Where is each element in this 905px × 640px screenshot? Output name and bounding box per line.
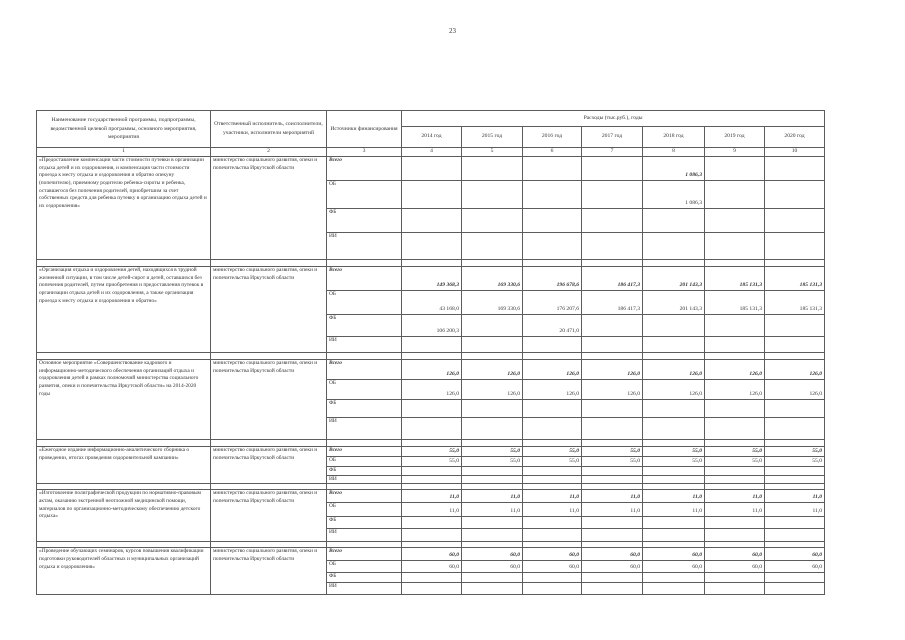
- amount-cell: [523, 208, 582, 232]
- header-row: [37, 111, 825, 127]
- amount-cell: [462, 475, 523, 484]
- amount-cell: [523, 232, 582, 259]
- amount-cell: [582, 208, 643, 232]
- spacer-cell: [462, 439, 523, 446]
- amount-cell: [462, 529, 523, 542]
- amount-cell: [462, 232, 523, 259]
- amount-cell: [462, 517, 523, 529]
- header-expenses: Расходы (тыс.руб.), годы: [402, 111, 825, 127]
- spacer-cell: [523, 439, 582, 446]
- amount-cell: [643, 232, 705, 259]
- amount-cell: 149 368,3: [402, 266, 462, 290]
- amount-cell: [523, 517, 582, 529]
- amount-cell: 11,0: [765, 490, 825, 503]
- amount-cell: [402, 466, 462, 475]
- block-spacer: [37, 352, 825, 359]
- amount-cell: [765, 208, 825, 232]
- funding-source: ФБ: [327, 208, 402, 232]
- amount-cell: [582, 156, 643, 180]
- amount-cell: [643, 583, 705, 595]
- program-title: «Изготовление полиграфической продукции по нормативно-правовым актам, оказанию экстренной неотложной медицинской помощи, материалов по организационно-методическому обеспечению детского отдыха»: [37, 490, 211, 542]
- amount-cell: [582, 399, 643, 417]
- amount-cell: [402, 399, 462, 417]
- amount-cell: [582, 417, 643, 439]
- header-colnum-2: 3: [327, 148, 402, 157]
- header-colnum-8: 9: [705, 148, 765, 157]
- amount-cell: [462, 466, 523, 475]
- amount-cell: [705, 336, 765, 352]
- header-colnum-0: 1: [37, 148, 211, 157]
- amount-cell: [643, 399, 705, 417]
- header-numbers-row: [37, 148, 825, 157]
- amount-cell: [523, 583, 582, 595]
- amount-cell: [582, 529, 643, 542]
- amount-cell: [462, 573, 523, 583]
- amount-cell: [643, 417, 705, 439]
- amount-cell: [765, 475, 825, 484]
- amount-cell: 11,0: [705, 503, 765, 517]
- spacer-cell: [462, 259, 523, 266]
- amount-cell: 11,0: [765, 503, 825, 517]
- header-year-2: 2016 год: [523, 127, 582, 148]
- amount-cell: 60,0: [402, 548, 462, 561]
- header-year-3: 2017 год: [582, 127, 643, 148]
- spacer-cell: [705, 439, 765, 446]
- amount-cell: 126,0: [523, 379, 582, 399]
- funding-source: ИИ: [327, 232, 402, 259]
- amount-cell: 11,0: [462, 490, 523, 503]
- amount-cell: 1 086,3: [643, 180, 705, 208]
- amount-cell: 43 168,0: [402, 290, 462, 314]
- amount-cell: [705, 466, 765, 475]
- amount-cell: [643, 314, 705, 336]
- table-row: [37, 359, 825, 379]
- amount-cell: [765, 156, 825, 180]
- funding-source: ОБ: [327, 180, 402, 208]
- amount-cell: 11,0: [402, 490, 462, 503]
- amount-cell: 126,0: [765, 379, 825, 399]
- program-title: «Проведение обучающих семинаров, курсов повышения квалификации подготовки руководителей областных и муниципальных организаций отдыха и оздоровления»: [37, 548, 211, 595]
- funding-source: ИИ: [327, 475, 402, 484]
- executor-name: министерство социального развития, опеки и попечительства Иркутской области: [211, 359, 327, 439]
- amount-cell: [402, 232, 462, 259]
- amount-cell: [402, 336, 462, 352]
- header-year-0: 2014 год: [402, 127, 462, 148]
- header-year-6: 2020 год: [765, 127, 825, 148]
- amount-cell: 11,0: [705, 490, 765, 503]
- amount-cell: 55,0: [582, 446, 643, 456]
- header-colnum-3: 4: [402, 148, 462, 157]
- amount-cell: [765, 399, 825, 417]
- executor-name: министерство социального развития, опеки и попечительства Иркутской области: [211, 266, 327, 352]
- executor-name: министерство социального развития, опеки и попечительства Иркутской области: [211, 156, 327, 259]
- amount-cell: [582, 573, 643, 583]
- amount-cell: [643, 529, 705, 542]
- executor-name: министерство социального развития, опеки и попечительства Иркутской области: [211, 548, 327, 595]
- spacer-cell: [402, 259, 462, 266]
- amount-cell: 55,0: [765, 456, 825, 466]
- amount-cell: [402, 156, 462, 180]
- spacer-cell: [327, 352, 402, 359]
- amount-cell: 60,0: [705, 561, 765, 573]
- funding-source: ФБ: [327, 466, 402, 475]
- amount-cell: [523, 529, 582, 542]
- amount-cell: [462, 180, 523, 208]
- amount-cell: 126,0: [643, 359, 705, 379]
- amount-cell: [705, 417, 765, 439]
- table-row: [37, 548, 825, 561]
- amount-cell: 11,0: [643, 490, 705, 503]
- amount-cell: [523, 156, 582, 180]
- header-colnum-4: 5: [462, 148, 523, 157]
- spacer-cell: [582, 259, 643, 266]
- amount-cell: [643, 466, 705, 475]
- spacer-cell: [582, 352, 643, 359]
- funding-source: ФБ: [327, 314, 402, 336]
- funding-source: ИИ: [327, 336, 402, 352]
- amount-cell: 186 417,3: [582, 290, 643, 314]
- header-year-1: 2015 год: [462, 127, 523, 148]
- table-row: [37, 156, 825, 180]
- amount-cell: 126,0: [402, 379, 462, 399]
- amount-cell: 55,0: [705, 456, 765, 466]
- amount-cell: [643, 573, 705, 583]
- executor-name: министерство социального развития, опеки и попечительства Иркутской области: [211, 490, 327, 542]
- amount-cell: 60,0: [705, 548, 765, 561]
- amount-cell: [402, 517, 462, 529]
- amount-cell: [705, 156, 765, 180]
- amount-cell: 126,0: [705, 379, 765, 399]
- amount-cell: [643, 208, 705, 232]
- amount-cell: 60,0: [643, 548, 705, 561]
- funding-source: Всего: [327, 446, 402, 456]
- spacer-cell: [462, 352, 523, 359]
- spacer-cell: [765, 352, 825, 359]
- funding-source: Всего: [327, 266, 402, 290]
- spacer-cell: [37, 352, 211, 359]
- amount-cell: 126,0: [765, 359, 825, 379]
- spacer-cell: [402, 352, 462, 359]
- amount-cell: 55,0: [705, 446, 765, 456]
- amount-cell: [765, 417, 825, 439]
- amount-cell: [402, 417, 462, 439]
- amount-cell: [705, 517, 765, 529]
- amount-cell: [523, 475, 582, 484]
- amount-cell: [523, 573, 582, 583]
- amount-cell: 55,0: [643, 446, 705, 456]
- spacer-cell: [37, 439, 211, 446]
- amount-cell: 60,0: [462, 548, 523, 561]
- amount-cell: 55,0: [765, 446, 825, 456]
- header-colnum-7: 8: [643, 148, 705, 157]
- spacer-cell: [327, 259, 402, 266]
- amount-cell: [402, 529, 462, 542]
- amount-cell: 60,0: [765, 548, 825, 561]
- amount-cell: 60,0: [643, 561, 705, 573]
- amount-cell: [582, 232, 643, 259]
- amount-cell: 60,0: [582, 548, 643, 561]
- amount-cell: [402, 573, 462, 583]
- program-title: «Предоставление компенсации части стоимости путевки в организации отдыха детей и их оздоровления, и компенсация части стоимости проезда к месту отдыха и оздоровления и обратно опекуну (попечителю), приемному родителю ребенка-сироты и ребенка, оставшегося без попечения родителей, приобретшим за счет собственных средств для ребенка путевку в организацию отдыха детей и их оздоровления»: [37, 156, 211, 259]
- amount-cell: [462, 417, 523, 439]
- funding-source: Всего: [327, 490, 402, 503]
- amount-cell: 20 471,0: [523, 314, 582, 336]
- amount-cell: [402, 475, 462, 484]
- amount-cell: 176 207,6: [523, 290, 582, 314]
- amount-cell: 11,0: [462, 503, 523, 517]
- amount-cell: [705, 475, 765, 484]
- budget-table: [36, 110, 825, 595]
- amount-cell: 11,0: [582, 503, 643, 517]
- amount-cell: [462, 399, 523, 417]
- amount-cell: 55,0: [462, 456, 523, 466]
- amount-cell: 11,0: [523, 490, 582, 503]
- spacer-cell: [705, 259, 765, 266]
- amount-cell: 185 131,3: [705, 266, 765, 290]
- amount-cell: 126,0: [705, 359, 765, 379]
- amount-cell: [765, 232, 825, 259]
- header-year-5: 2019 год: [705, 127, 765, 148]
- funding-source: ФБ: [327, 517, 402, 529]
- funding-source: ФБ: [327, 399, 402, 417]
- amount-cell: [523, 399, 582, 417]
- amount-cell: [765, 583, 825, 595]
- amount-cell: 55,0: [462, 446, 523, 456]
- amount-cell: [582, 583, 643, 595]
- amount-cell: [705, 583, 765, 595]
- amount-cell: 60,0: [523, 548, 582, 561]
- amount-cell: [705, 399, 765, 417]
- amount-cell: 60,0: [402, 561, 462, 573]
- amount-cell: [523, 466, 582, 475]
- amount-cell: [765, 336, 825, 352]
- amount-cell: [705, 232, 765, 259]
- amount-cell: 55,0: [582, 456, 643, 466]
- funding-source: ИИ: [327, 417, 402, 439]
- amount-cell: 1 086,3: [643, 156, 705, 180]
- amount-cell: [582, 475, 643, 484]
- funding-source: ИИ: [327, 583, 402, 595]
- funding-source: Всего: [327, 359, 402, 379]
- funding-source: ОБ: [327, 290, 402, 314]
- amount-cell: [523, 417, 582, 439]
- amount-cell: [402, 208, 462, 232]
- amount-cell: [765, 517, 825, 529]
- spacer-cell: [765, 439, 825, 446]
- funding-source: Всего: [327, 156, 402, 180]
- amount-cell: 126,0: [582, 359, 643, 379]
- amount-cell: [462, 336, 523, 352]
- spacer-cell: [37, 259, 211, 266]
- amount-cell: [462, 314, 523, 336]
- spacer-cell: [643, 439, 705, 446]
- funding-source: ОБ: [327, 379, 402, 399]
- amount-cell: 60,0: [523, 561, 582, 573]
- amount-cell: [523, 180, 582, 208]
- amount-cell: 11,0: [643, 503, 705, 517]
- funding-source: ОБ: [327, 503, 402, 517]
- amount-cell: 60,0: [582, 561, 643, 573]
- spacer-cell: [582, 439, 643, 446]
- spacer-cell: [523, 352, 582, 359]
- header-colnum-1: 2: [211, 148, 327, 157]
- amount-cell: 201 143,3: [643, 266, 705, 290]
- amount-cell: [765, 466, 825, 475]
- amount-cell: 169 330,6: [462, 290, 523, 314]
- amount-cell: [643, 336, 705, 352]
- funding-source: ОБ: [327, 561, 402, 573]
- amount-cell: 60,0: [462, 561, 523, 573]
- header-colnum-9: 10: [765, 148, 825, 157]
- amount-cell: 186 417,3: [582, 266, 643, 290]
- amount-cell: 169 330,6: [462, 266, 523, 290]
- amount-cell: [402, 583, 462, 595]
- amount-cell: 126,0: [523, 359, 582, 379]
- header-colnum-6: 7: [582, 148, 643, 157]
- header-executor: Ответственный исполнитель, соисполнители, участники, исполнители мероприятий: [211, 111, 327, 148]
- spacer-cell: [765, 259, 825, 266]
- amount-cell: 126,0: [462, 359, 523, 379]
- amount-cell: [582, 517, 643, 529]
- amount-cell: [705, 180, 765, 208]
- funding-source: Всего: [327, 548, 402, 561]
- amount-cell: 126,0: [462, 379, 523, 399]
- amount-cell: [765, 573, 825, 583]
- spacer-cell: [402, 439, 462, 446]
- amount-cell: [643, 517, 705, 529]
- amount-cell: [462, 156, 523, 180]
- amount-cell: 55,0: [523, 446, 582, 456]
- amount-cell: [705, 314, 765, 336]
- amount-cell: [523, 336, 582, 352]
- amount-cell: 201 143,3: [643, 290, 705, 314]
- spacer-cell: [643, 352, 705, 359]
- amount-cell: [582, 314, 643, 336]
- header-year-4: 2018 год: [643, 127, 705, 148]
- amount-cell: 185 131,3: [765, 266, 825, 290]
- funding-source: ИИ: [327, 529, 402, 542]
- amount-cell: 55,0: [402, 456, 462, 466]
- amount-cell: 126,0: [582, 379, 643, 399]
- block-spacer: [37, 439, 825, 446]
- amount-cell: [705, 208, 765, 232]
- program-title: Основное мероприятие «Совершенствование кадрового и информационно-методического обеспечения организаций отдыха и оздоровления детей в рамках полномочий министерства социального развития, опеки и попечительства Иркутской области» на 2014-2020 годы: [37, 359, 211, 439]
- table-row: [37, 490, 825, 503]
- amount-cell: [582, 336, 643, 352]
- amount-cell: 126,0: [402, 359, 462, 379]
- amount-cell: [462, 208, 523, 232]
- amount-cell: [402, 180, 462, 208]
- program-title: «Организация отдыха и оздоровления детей, находящихся в трудной жизненной ситуации, в том числе детей-сирот и детей, оставшихся без попечения родителей, путем приобретения и предоставления путевок в организации отдыха детей и их оздоровления, а также организация проезда к месту отдыха и оздоровления и обратно»: [37, 266, 211, 352]
- table-row: [37, 446, 825, 456]
- amount-cell: 196 678,6: [523, 266, 582, 290]
- amount-cell: 185 131,3: [765, 290, 825, 314]
- amount-cell: [705, 529, 765, 542]
- amount-cell: 106 200,3: [402, 314, 462, 336]
- amount-cell: 11,0: [523, 503, 582, 517]
- amount-cell: [643, 475, 705, 484]
- spacer-cell: [705, 352, 765, 359]
- spacer-cell: [211, 352, 327, 359]
- amount-cell: [705, 573, 765, 583]
- amount-cell: 55,0: [402, 446, 462, 456]
- header-program: Наименование государственной программы, подпрограммы, ведомственной целевой программы, основного мероприятия, мероприятия: [37, 111, 211, 148]
- block-spacer: [37, 259, 825, 266]
- executor-name: министерство социального развития, опеки и попечительства Иркутской области: [211, 446, 327, 483]
- amount-cell: [765, 529, 825, 542]
- amount-cell: 60,0: [765, 561, 825, 573]
- amount-cell: 55,0: [643, 456, 705, 466]
- amount-cell: [765, 180, 825, 208]
- table-row: [37, 266, 825, 290]
- spacer-cell: [211, 259, 327, 266]
- amount-cell: 55,0: [523, 456, 582, 466]
- header-colnum-5: 6: [523, 148, 582, 157]
- program-title: «Ежегодное издание информационно-аналитического сборника о проведении, итогах проведения оздоровительной кампании»: [37, 446, 211, 483]
- header-source: Источники финансирования: [327, 111, 402, 148]
- spacer-cell: [523, 259, 582, 266]
- amount-cell: [582, 180, 643, 208]
- amount-cell: [765, 314, 825, 336]
- amount-cell: 185 131,3: [705, 290, 765, 314]
- amount-cell: 11,0: [582, 490, 643, 503]
- spacer-cell: [327, 439, 402, 446]
- amount-cell: 11,0: [402, 503, 462, 517]
- spacer-cell: [643, 259, 705, 266]
- amount-cell: [462, 583, 523, 595]
- page-number: 23: [449, 27, 456, 35]
- amount-cell: [582, 466, 643, 475]
- spacer-cell: [211, 439, 327, 446]
- funding-source: ОБ: [327, 456, 402, 466]
- funding-source: ФБ: [327, 573, 402, 583]
- amount-cell: 126,0: [643, 379, 705, 399]
